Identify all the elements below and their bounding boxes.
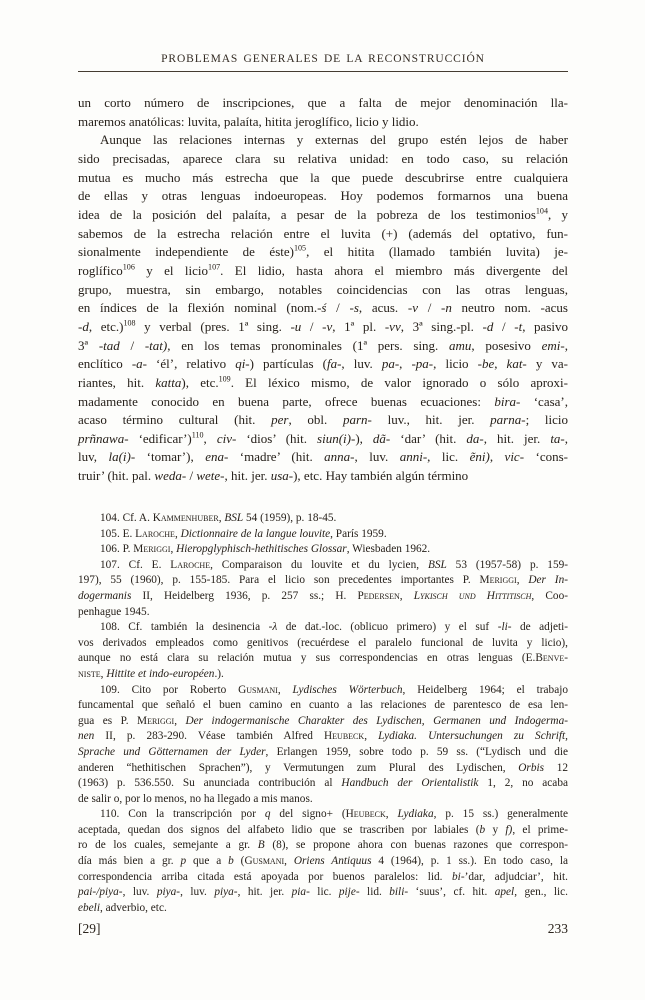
text-line: en índices de la flexión nominal (nom.-ś / -s, acus. -v / -n neutro nom. -acus bbox=[78, 300, 568, 316]
text-line: sido precisadas, aparece clara su relativa unidad: en todo caso, su relación bbox=[78, 150, 568, 166]
text-line: funcamental que señaló el buen camino en cuanto a las relaciones de parentesco de esa len- bbox=[78, 699, 568, 712]
text-line: prñnawa- ‘edificar’)$^{110}$, civ- ‘dios’ (hit. siun(i)-), dã- ‘dar’ (hit. da-, hit. jer. ta-, bbox=[78, 430, 569, 446]
text-line: 3ª -tad / -tat), en los temas pronominales (1ª pers. sing. amu, posesivo emi-, bbox=[78, 337, 568, 353]
text-line: 106. P. Meriggi, Hieropglyphisch-hethitisches Glossar, Wiesbaden 1962. bbox=[100, 543, 431, 556]
text-line: 197), 55 (1960), p. 155-185. Para el licio son precedentes importantes P. Meriggi, Der In- bbox=[78, 574, 568, 587]
page-footer bbox=[78, 921, 568, 937]
text-line: de ellas y otras lenguas indoeuropeas. Hoy podemos formarnos una buena bbox=[78, 188, 568, 204]
text-line: de salir o, por lo menos, no ha llegado a mis manos. bbox=[78, 792, 313, 805]
text-line: un corto número de inscripciones, que a falta de mejor denominación lla- bbox=[78, 95, 568, 110]
text-line: 105. E. Laroche, Dictionnaire de la langue louvite, París 1959. bbox=[100, 527, 387, 540]
text-line: mutua es mucho más estrecha que la que puede descubrirse entre cualquiera bbox=[78, 169, 568, 185]
text-line: -d, etc.)$^{108}$ y verbal (pres. 1ª sing. -u / -v, 1ª pl. -vv, 3ª sing.-pl. -d / -t, pasivo bbox=[78, 318, 568, 334]
text-line: 108. Cf. también la desinencia -λ de dat.-loc. (oblicuo primero) y el suf -li- de adjeti- bbox=[100, 621, 569, 634]
text-line: día más bien a gr. p que a b (Gusmani, Oriens Antiquus 4 (1964), p. 1 ss.). En todo caso, la bbox=[78, 855, 569, 868]
text-line: 107. Cf. E. Laroche, Comparaison du louvite et du lycien, BSL 53 (1957-58) p. 159- bbox=[100, 558, 569, 571]
running-header: PROBLEMAS GENERALES DE LA RECONSTRUCCIÓN bbox=[161, 53, 485, 65]
text-line: idea de la posición del palaíta, a pesar de la pobreza de los testimonios$^{104}$, y bbox=[78, 206, 568, 222]
footnotes-section bbox=[78, 511, 568, 916]
text-line: correspondencia arriba citada está apoyada por buenos paralelos: lid. bi-’dar, adjudciar’, hit. bbox=[78, 870, 568, 883]
text-line: anderen “hethitischen Sprachen”), y Vermutungen zum Plural des Lydischen, Orbis 12 bbox=[78, 761, 569, 774]
text-line: 104. Cf. A. Kammenhuber, BSL 54 (1959), p. 18-45. bbox=[100, 512, 337, 524]
text-line: niste, Hittite et indo-européen.). bbox=[78, 667, 224, 680]
text-line: sabemos de la estrecha relación entre el luvita (+) (además del optativo, fun- bbox=[78, 225, 568, 241]
text-line: 109. Cito por Roberto Gusmani, Lydisches Wörterbuch, Heidelberg 1964; el trabajo bbox=[100, 683, 568, 696]
text-line: maremos anatólicas: luvita, palaíta, hitita jeroglífico, licio y lidio. bbox=[78, 113, 419, 129]
page-marker-left: [29] bbox=[78, 921, 101, 936]
text-line: aunque no está clara su relación mutua y sus correspondencias en otras lenguas (E.Benve- bbox=[78, 652, 568, 665]
text-line: gua es P. Meriggi, Der indogermanische Charakter des Lydischen, Germanen und Indogerma- bbox=[78, 714, 568, 727]
text-line: enclítico -a- ‘él’, relativo qi-) partículas (fa-, luv. pa-, -pa-, licio -be, kat- y va- bbox=[78, 356, 568, 372]
text-line: roglífico$^{106}$ y el licio$^{107}$. El lidio, hasta ahora el miembro más divergente del bbox=[78, 262, 568, 278]
text-line: ebeli, adverbio, etc. bbox=[78, 901, 167, 914]
text-line: (1963) p. 536.550. Su anunciada contribución al Handbuch der Orientalistik 1, 2, no acaba bbox=[78, 777, 568, 790]
text-line: vos derivados empleados como genitivos (recuérdese el paralelo funcional de luvita y licio), bbox=[78, 636, 568, 649]
text-line: truir’ (hit. pal. weda- / wete-, hit. jer. usa-), etc. Hay también algún término bbox=[78, 468, 469, 484]
text-line: nen II, p. 283-290. Véase también Alfred Heubeck, Lydiaka. Untersuchungen zu Schrift, bbox=[78, 730, 568, 743]
text-line: aceptada, quedan dos signos del alfabeto lidio que se trascriben por labiales (b y f), el prime- bbox=[78, 823, 568, 836]
text-line: acaso término cultural (hit. per, obl. parn- luv., hit. jer. parna-; licio bbox=[78, 412, 568, 428]
text-line: madamente conocido en buena parte, ofrece buenas ecuaciones: bira- ‘casa’, bbox=[78, 393, 568, 409]
text-line: Aunque las relaciones internas y externas del grupo estén lejos de haber bbox=[100, 132, 568, 148]
body-text bbox=[78, 94, 568, 486]
text-line: pai-/piya-, luv. piya-, luv. piya-, hit. jer. pia- lic. pije- lid. bili- ‘suus’, cf. hit. apel, gen., lic. bbox=[78, 886, 569, 899]
text-line: luv, la(i)- ‘tomar’), ena- ‘madre’ (hit. anna-, luv. anni-, lic. ẽni), vic- ‘cons- bbox=[78, 449, 568, 465]
text-line: Sprache und Götternamen der Lyder, Erlangen 1959, sobre todo p. 59 ss. (“Lydisch und die bbox=[78, 745, 569, 758]
text-line: penhague 1945. bbox=[78, 605, 150, 618]
text-line: ro de los cuales, semejante a gr. B (8), se propone ahora con buenas razones que correspon- bbox=[78, 839, 568, 852]
text-line: dogermanis II, Heidelberg 1936, p. 257 ss.; H. Pedersen, Lykisch und Hittitisch, Coo- bbox=[78, 589, 568, 602]
header-rule bbox=[78, 71, 568, 72]
page-number: 233 bbox=[547, 921, 568, 936]
text-line: grupo, muestra, sin embargo, notables coincidencias con las otras lenguas, bbox=[78, 281, 568, 297]
text-line: riantes, hit. katta), etc.$^{109}$. El léxico mismo, de valor ignorado o sólo aproxi- bbox=[78, 374, 568, 390]
text-line: 110. Con la transcripción por q del signo+ (Heubeck, Lydiaka, p. 15 ss.) generalmente bbox=[100, 808, 568, 821]
text-line: sionalmente independiente de éste)$^{105}$, el hitita (llamado también luvita) je- bbox=[78, 243, 569, 260]
